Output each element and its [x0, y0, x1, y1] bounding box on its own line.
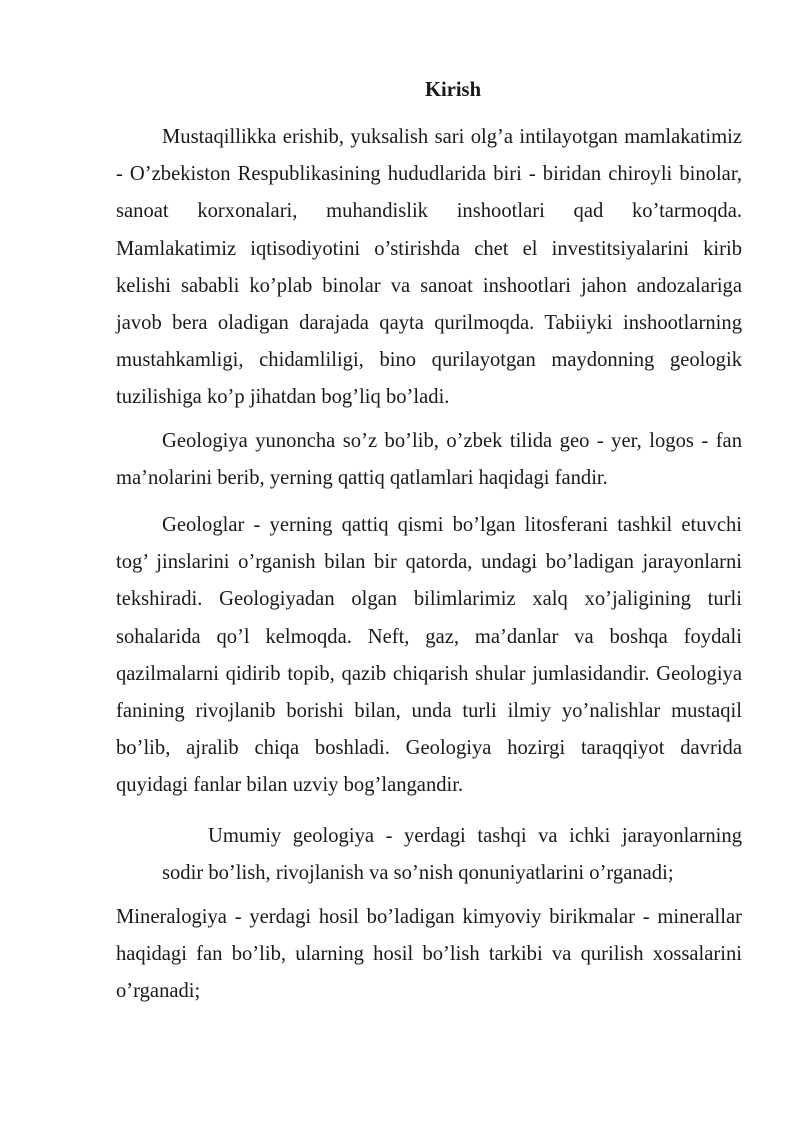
paragraph-intro: Mustaqillikka erishib, yuksalish sari olg’a intilayotgan mamlakatimiz - O’zbekiston Respublikasining hududlarida biri - biridan chiroyli binolar, sanoat korxonalari, muhandislik inshootlari qad ko’tarmoqda. Mamlakatimiz iqtisodiyotini o’stirishda chet el investitsiyalarini kirib kelishi sababli ko’plab binolar va sanoat inshootlari jahon andozalariga javob bera oladigan darajada qayta qurilmoqda. Tabiiyki inshootlarning mustahkamligi, chidamliligi, bino qurilayotgan maydonning geologik tuzilishiga ko’p jihatdan bog’liq bo’ladi. [116, 126, 742, 409]
paragraph-geologists: Geologlar - yerning qattiq qismi bo’lgan litosferani tashkil etuvchi tog’ jinslarini o’rganish bilan bir qatorda, undagi bo’ladigan jarayonlarni tekshiradi. Geologiyadan olgan bilimlarimiz xalq xo’jaligining turli sohalarida qo’l kelmoqda. Neft, gaz, ma’danlar va boshqa foydali qazilmalarni qidirib topib, qazib chiqarish shular jumlasidandir. Geologiya fanining rivojlanib borishi bilan, unda turli ilmiy yo’nalishlar mustaqil bo’lib, ajralib chiqa boshladi. Geologiya hozirgi taraqqiyot davrida quyidagi fanlar bilan uzviy bog’langandir. [116, 514, 742, 797]
paragraph-general-geology: Umumiy geologiya - yerdagi tashqi va ichki jarayonlarning sodir bo’lish, rivojlanish va so’nish qonuniyatlarini o’rganadi; [162, 825, 742, 885]
page-title: Kirish [424, 79, 482, 101]
paragraph-mineralogy: Mineralogiya - yerdagi hosil bo’ladigan kimyoviy birikmalar - minerallar haqidagi fan bo’lib, ularning hosil bo’lish tarkibi va qurilish xossalarini o’rganadi; [116, 906, 742, 1003]
paragraph-geology-definition: Geologiya yunoncha so’z bo’lib, o’zbek tilida geo - yer, logos - fan ma’nolarini berib, yerning qattiq qatlamlari haqidagi fandir. [116, 430, 742, 490]
